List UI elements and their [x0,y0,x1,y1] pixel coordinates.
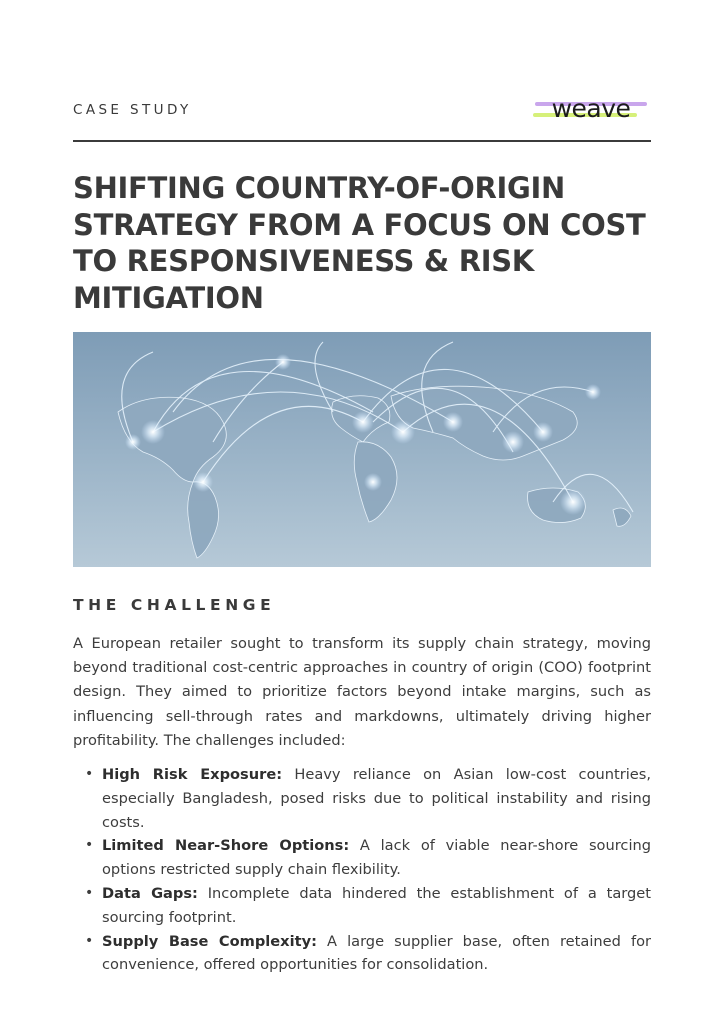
list-item-text: A lack of viable near-shore sourcing options restricted supply chain flexibility. [102,837,652,879]
list-item-label: Limited Near-Shore Options: [102,837,350,855]
page-title: SHIFTING COUNTRY-OF-ORIGIN STRATEGY FROM A FOCUS ON COST TO RESPONSIVENESS & RISK MITIGATION [73,171,646,315]
list-item-label: Data Gaps: [102,884,198,902]
weave-logo [533,96,649,124]
bullet-icon: • [85,837,94,854]
challenge-list [73,763,651,977]
svg-text:weave: weave [551,96,631,123]
list-item-text: Heavy reliance on Asian low-cost countries, especially Bangladesh, posed risks due to political instability and rising costs. [102,766,651,831]
bullet-icon: • [85,884,94,901]
bullet-icon: • [85,766,94,782]
list-item [73,882,651,930]
challenge-heading: THE CHALLENGE [73,596,276,614]
list-item-text: A large supplier base, often retained for convenience, offered opportunities for consolidation. [102,932,652,974]
bullet-icon: • [85,932,94,949]
list-item-text: Incomplete data hindered the establishment of a target sourcing footprint. [102,884,652,926]
list-item [73,930,651,978]
challenge-intro: A European retailer sought to transform its supply chain strategy, moving beyond traditional cost-centric approaches in country of origin (COO) footprint design. They aimed to prioritize factors beyond intake margins, such as influencing sell-through rates and markdowns, ultimately driving higher profitability. The challenges included: [73,635,651,749]
case-study-label: CASE STUDY [73,102,192,118]
world-network-illustration [73,332,651,567]
hero-world-network-image [73,332,651,567]
list-item-label: High Risk Exposure: [102,766,283,783]
weave-logo-icon [533,96,649,124]
list-item [73,834,651,882]
list-item [73,763,651,834]
list-item-label: Supply Base Complexity: [102,932,317,950]
page-header [73,96,651,142]
